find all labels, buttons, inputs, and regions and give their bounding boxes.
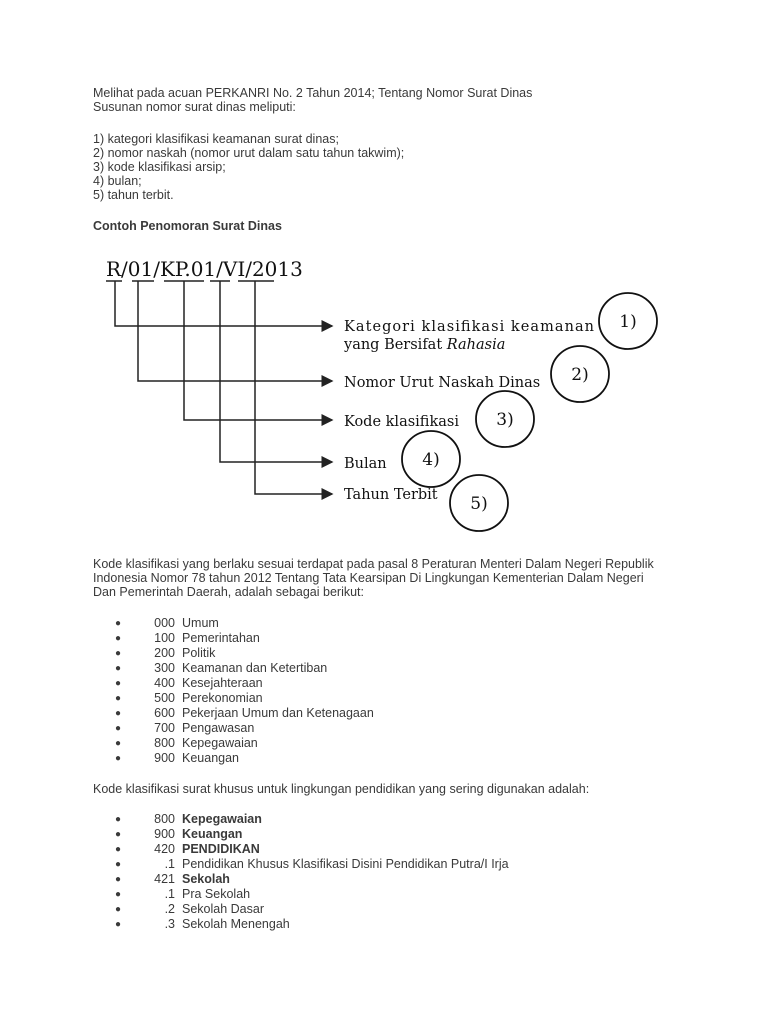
code-name: Pendidikan Khusus Klasifikasi Disini Pendidikan Putra/I Irja xyxy=(182,857,509,871)
component-item: 1) kategori klasifikasi keamanan surat dinas; xyxy=(93,132,339,146)
classification-intro-line-1: Kode klasifikasi yang berlaku sesuai terdapat pada pasal 8 Peraturan Menteri Dalam Negeri Republik xyxy=(93,557,654,571)
code-name: Keuangan xyxy=(182,751,240,765)
code-name: PENDIDIKAN xyxy=(182,842,260,856)
circle-label: 4) xyxy=(422,450,440,470)
bullet-icon: ● xyxy=(115,633,122,644)
connector-line xyxy=(115,281,332,326)
bullet-icon: ● xyxy=(115,678,122,689)
diagram-number: R/01/KP.01/VI/2013 xyxy=(106,257,303,281)
bullet-icon: ● xyxy=(115,829,122,840)
intro-line-2: Susunan nomor surat dinas meliputi: xyxy=(93,100,296,114)
code-name: Politik xyxy=(182,646,216,660)
numbering-diagram xyxy=(88,248,668,548)
classification-intro-line-3: Dan Pemerintah Daerah, adalah sebagai berikut: xyxy=(93,585,365,599)
bullet-icon: ● xyxy=(115,844,122,855)
code-number: 500 xyxy=(154,691,175,705)
circle-label: 3) xyxy=(496,410,514,430)
bullet-icon: ● xyxy=(115,814,122,825)
bullet-icon: ● xyxy=(115,753,122,764)
code-number: 900 xyxy=(154,751,175,765)
code-name: Kepegawaian xyxy=(182,736,258,750)
code-name: Pengawasan xyxy=(182,721,255,735)
bullet-icon: ● xyxy=(115,889,122,900)
education-intro: Kode klasifikasi surat khusus untuk lingkungan pendidikan yang sering digunakan adalah: xyxy=(93,782,590,796)
diagram-label-4: Bulan xyxy=(344,456,387,472)
bullet-icon: ● xyxy=(115,874,122,885)
diagram-label-1-line-2: yang Bersifat Rahasia xyxy=(344,337,506,353)
code-number: 800 xyxy=(154,812,175,826)
circle-label: 2) xyxy=(571,365,589,385)
code-name: Perekonomian xyxy=(182,691,263,705)
bullet-icon: ● xyxy=(115,708,122,719)
code-number: .1 xyxy=(164,857,175,871)
classification-intro-line-2: Indonesia Nomor 78 tahun 2012 Tentang Tata Kearsipan Di Lingkungan Kementerian Dalam Negeri xyxy=(93,571,644,585)
code-number: 300 xyxy=(154,661,175,675)
code-number: 600 xyxy=(154,706,175,720)
diagram-label-2: Nomor Urut Naskah Dinas xyxy=(344,375,541,391)
code-number: 800 xyxy=(154,736,175,750)
code-name: Kesejahteraan xyxy=(182,676,263,690)
bullet-icon: ● xyxy=(115,648,122,659)
code-number: 421 xyxy=(154,872,175,886)
connector-line xyxy=(184,281,332,420)
diagram-label-3: Kode klasifikasi xyxy=(344,414,459,430)
example-heading: Contoh Penomoran Surat Dinas xyxy=(93,219,282,233)
intro-line-1: Melihat pada acuan PERKANRI No. 2 Tahun 2014; Tentang Nomor Surat Dinas xyxy=(93,86,533,100)
code-name: Sekolah Menengah xyxy=(182,917,290,931)
diagram-label-5: Tahun Terbit xyxy=(344,487,438,503)
code-number: 420 xyxy=(154,842,175,856)
code-name: Sekolah Dasar xyxy=(182,902,264,916)
diagram-label-1: Kategori klasifikasi keamanan xyxy=(344,319,594,335)
bullet-icon: ● xyxy=(115,919,122,930)
bullet-icon: ● xyxy=(115,859,122,870)
code-number: .3 xyxy=(164,917,175,931)
code-name: Kepegawaian xyxy=(182,812,262,826)
code-number: .2 xyxy=(164,902,175,916)
code-name: Pra Sekolah xyxy=(182,887,251,901)
code-number: 200 xyxy=(154,646,175,660)
code-number: 700 xyxy=(154,721,175,735)
code-number: .1 xyxy=(164,887,175,901)
circle-label: 5) xyxy=(470,494,488,514)
bullet-icon: ● xyxy=(115,693,122,704)
code-number: 900 xyxy=(154,827,175,841)
bullet-icon: ● xyxy=(115,618,122,629)
bullet-icon: ● xyxy=(115,663,122,674)
component-item: 5) tahun terbit. xyxy=(93,188,174,202)
code-name: Pekerjaan Umum dan Ketenagaan xyxy=(182,706,374,720)
code-number: 100 xyxy=(154,631,175,645)
code-name: Sekolah xyxy=(182,872,230,886)
component-item: 2) nomor naskah (nomor urut dalam satu tahun takwim); xyxy=(93,146,405,160)
code-name: Umum xyxy=(182,616,219,630)
component-item: 3) kode klasifikasi arsip; xyxy=(93,160,226,174)
code-name: Keamanan dan Ketertiban xyxy=(182,661,328,675)
code-name: Keuangan xyxy=(182,827,243,841)
circle-label: 1) xyxy=(619,312,637,332)
bullet-icon: ● xyxy=(115,738,122,749)
connector-line xyxy=(220,281,332,462)
connector-line xyxy=(138,281,332,381)
code-number: 400 xyxy=(154,676,175,690)
component-item: 4) bulan; xyxy=(93,174,142,188)
code-name: Pemerintahan xyxy=(182,631,260,645)
bullet-icon: ● xyxy=(115,904,122,915)
code-number: 000 xyxy=(154,616,175,630)
bullet-icon: ● xyxy=(115,723,122,734)
